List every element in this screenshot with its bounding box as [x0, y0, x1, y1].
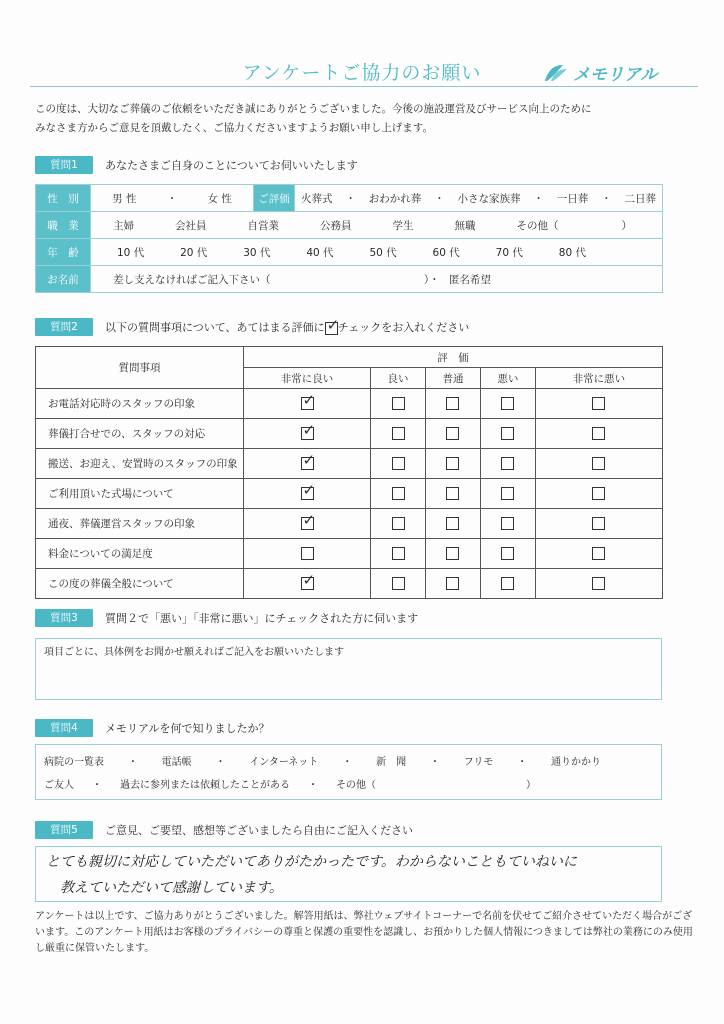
evaluation-table: [35, 346, 663, 599]
q1-label: 質問1: [35, 156, 93, 174]
profile-row-age: [36, 239, 663, 266]
rating-checkbox[interactable]: [301, 547, 314, 560]
name-head: お名前: [36, 266, 91, 293]
rating-checkbox[interactable]: [592, 397, 605, 410]
evaluation-item-label: 葬儀打合せでの、スタッフの対応: [36, 419, 244, 449]
handwritten-line-1: とても親切に対応していただいてありがたかったです。わからないこともていねいに: [46, 854, 577, 870]
job-options: [91, 212, 663, 239]
separator-dot: ・: [342, 757, 353, 768]
source-option-other[interactable]: [336, 776, 536, 791]
gender-option[interactable]: 女 性: [207, 192, 232, 205]
plan-option[interactable]: 一日葬: [556, 192, 589, 205]
plan-option[interactable]: 火葬式: [301, 192, 333, 205]
evaluation-row: [36, 479, 663, 509]
rating-header: 普通: [426, 368, 481, 389]
age-options: [91, 239, 663, 266]
rating-cell: [480, 389, 535, 419]
q4-row-2: [36, 768, 661, 791]
rating-header: 非常に悪い: [535, 368, 662, 389]
rating-cell: [371, 509, 426, 539]
job-option[interactable]: 主婦: [113, 219, 134, 232]
rating-header: 非常に良い: [244, 368, 371, 389]
source-option[interactable]: 新 聞: [376, 757, 407, 768]
profile-row-name: [36, 266, 663, 293]
job-option[interactable]: 無職: [454, 219, 476, 232]
other-open: その他（: [336, 780, 376, 791]
checkbox-example-icon: [325, 322, 338, 335]
rating-checkbox[interactable]: [501, 517, 514, 530]
name-close: ）・: [423, 273, 440, 286]
rating-checkbox[interactable]: [301, 487, 314, 500]
rating-checkbox[interactable]: [592, 517, 605, 530]
evaluation-row: [36, 569, 663, 599]
rating-cell: [426, 449, 481, 479]
evaluation-row: [36, 449, 663, 479]
rating-cell: [426, 539, 481, 569]
gender-option[interactable]: 男 性: [112, 192, 137, 205]
q3-header: [35, 609, 418, 627]
separator-dot: ・: [517, 757, 528, 768]
rating-checkbox[interactable]: [446, 487, 459, 500]
profile-table: [35, 184, 663, 293]
job-option[interactable]: 自営業: [247, 219, 279, 232]
q4-label: 質問4: [35, 719, 93, 737]
rating-checkbox[interactable]: [301, 457, 314, 470]
q2-header: [35, 318, 469, 336]
q4-text: メモリアルを何で知りましたか？: [105, 722, 270, 735]
source-option[interactable]: フリモ: [463, 757, 494, 768]
rating-cell: [535, 449, 662, 479]
rating-checkbox[interactable]: [392, 427, 405, 440]
separator-dot: ・: [434, 192, 445, 205]
rating-checkbox[interactable]: [501, 487, 514, 500]
q5-text: ご意見、ご要望、感想等ございましたら自由にご記入ください: [105, 824, 413, 837]
source-option[interactable]: 通りかかり: [551, 757, 601, 768]
title-divider: [30, 86, 698, 87]
rating-cell: [535, 569, 662, 599]
q3-text: 質問２で「悪い」「非常に悪い」にチェックされた方に伺います: [105, 612, 419, 625]
rating-checkbox[interactable]: [392, 577, 405, 590]
rating-cell: [244, 419, 371, 449]
q4-options-box: [35, 744, 662, 800]
other-close: ）: [376, 780, 536, 791]
rating-cell: [244, 449, 371, 479]
closing-text: アンケートは以上です、ご協力ありがとうございました。解答用紙は、弊社ウェブサイトコーナーで名前を伏せてご紹介させていただく場合がございます。このアンケート用紙はお客様のプライバシーの尊重と保護の重要性を認識し、お預かりした個人情報につきましては弊社の業務にのみ使用し厳重に保管いたします。: [35, 911, 693, 954]
rating-cell: [426, 389, 481, 419]
separator-dot: ・: [533, 192, 544, 205]
intro-line-2: みなさま方からご意見を頂戴したく、ご協力くださいますようお願い申し上げます。: [35, 122, 433, 134]
rating-cell: [480, 419, 535, 449]
logo-text: メモリアル: [573, 65, 658, 85]
rating-cell: [480, 449, 535, 479]
age-option[interactable]: 10 代: [117, 246, 145, 259]
rating-cell: [371, 449, 426, 479]
name-prompt: 差し支えなければご記入下さい（: [113, 273, 271, 286]
handwritten-line-2: 教えていただいて感謝しています。: [60, 880, 283, 896]
source-option[interactable]: 過去に参列または依頼したことがある: [120, 780, 290, 791]
rating-checkbox[interactable]: [446, 457, 459, 470]
age-option[interactable]: 80 代: [558, 246, 586, 259]
rating-cell: [426, 419, 481, 449]
separator-dot: ・: [601, 192, 612, 205]
separator-dot: ・: [345, 192, 356, 205]
evaluation-item-label: 料金についての満足度: [36, 539, 244, 569]
job-option[interactable]: 公務員: [320, 219, 352, 232]
rating-cell: [535, 419, 662, 449]
q3-note: 項目ごとに、具体例をお聞かせ願えればご記入をお願いいたします: [44, 647, 344, 658]
rating-checkbox[interactable]: [446, 517, 459, 530]
rating-checkbox[interactable]: [592, 457, 605, 470]
gender-head: 性 別: [36, 185, 91, 212]
q3-answer-box[interactable]: [35, 638, 662, 700]
rating-checkbox[interactable]: [392, 457, 405, 470]
logo-leaf-icon: [543, 63, 569, 83]
rating-cell: [244, 539, 371, 569]
rating-checkbox[interactable]: [392, 487, 405, 500]
rating-checkbox[interactable]: [301, 517, 314, 530]
page-title: アンケートご協力のお願い: [242, 62, 482, 84]
rating-cell: [244, 509, 371, 539]
source-option[interactable]: 電話帳: [161, 757, 192, 768]
intro-line-1: この度は、大切なご葬儀のご依頼をいただき誠にありがとうございました。今後の施設運営及びサービス向上のために: [35, 103, 592, 115]
brand-logo: [543, 60, 657, 85]
evaluation-item-label: ご利用頂いた式場について: [36, 479, 244, 509]
source-option[interactable]: 病院の一覧表: [44, 757, 104, 768]
rating-checkbox[interactable]: [446, 547, 459, 560]
q1-header: [35, 156, 358, 174]
evaluation-item-label: お電話対応時のスタッフの印象: [36, 389, 244, 419]
q2-text: [105, 319, 469, 335]
rating-checkbox[interactable]: [301, 577, 314, 590]
rating-checkbox[interactable]: [446, 397, 459, 410]
q5-header: [35, 821, 413, 839]
q2-label: 質問2: [35, 318, 93, 336]
separator-dot: ・: [92, 780, 102, 791]
rating-header: 良い: [371, 368, 426, 389]
rating-checkbox[interactable]: [446, 427, 459, 440]
intro-text: [35, 100, 695, 138]
rating-checkbox[interactable]: [392, 547, 405, 560]
evaluation-item-label: この度の葬儀全般について: [36, 569, 244, 599]
evaluation-row: [36, 539, 663, 569]
rating-cell: [480, 569, 535, 599]
rating-cell: [535, 479, 662, 509]
rating-cell: [244, 479, 371, 509]
plan-option[interactable]: おわかれ葬: [368, 192, 422, 205]
rating-cell: [480, 509, 535, 539]
evaluation-row: [36, 389, 663, 419]
rating-cell: [371, 539, 426, 569]
evaluation-item-label: 通夜、葬儀運営スタッフの印象: [36, 509, 244, 539]
evaluation-options: [295, 185, 663, 212]
rating-checkbox[interactable]: [592, 427, 605, 440]
rating-checkbox[interactable]: [392, 397, 405, 410]
source-option[interactable]: インターネット: [249, 757, 319, 768]
job-option[interactable]: 会社員: [175, 219, 207, 232]
separator-dot: ・: [166, 192, 178, 205]
q2-text-part2: チェックをお入れください: [337, 321, 470, 334]
age-option[interactable]: 40 代: [306, 246, 334, 259]
rating-checkbox[interactable]: [501, 457, 514, 470]
q3-label: 質問3: [35, 609, 93, 627]
age-head: 年 齢: [36, 239, 91, 266]
rating-cell: [244, 389, 371, 419]
profile-row-gender: [36, 185, 663, 212]
rating-cell: [371, 419, 426, 449]
rating-checkbox[interactable]: [592, 547, 605, 560]
rating-cell: [535, 539, 662, 569]
rating-checkbox[interactable]: [501, 427, 514, 440]
q4-header: [35, 719, 270, 737]
separator-dot: ・: [127, 757, 138, 768]
rating-cell: [426, 479, 481, 509]
col-item-header: 質問事項: [36, 347, 244, 389]
q2-text-part1: 以下の質問事項について、あてはまる評価に: [105, 321, 325, 334]
age-option[interactable]: 30 代: [243, 246, 271, 259]
job-option[interactable]: 学生: [392, 219, 414, 232]
rating-cell: [480, 479, 535, 509]
q4-row-1: [36, 745, 661, 768]
separator-dot: ・: [308, 780, 318, 791]
age-option[interactable]: 50 代: [369, 246, 397, 259]
evaluation-row: [36, 509, 663, 539]
job-other-open: その他（: [516, 219, 559, 232]
evaluation-row: [36, 419, 663, 449]
plan-option[interactable]: 小さな家族葬: [457, 192, 521, 205]
rating-cell: [426, 569, 481, 599]
anonymous-option[interactable]: 匿名希望: [448, 273, 491, 286]
plan-option[interactable]: 二日葬: [624, 192, 656, 205]
separator-dot: ・: [429, 757, 440, 768]
rating-cell: [244, 569, 371, 599]
name-field[interactable]: [91, 266, 663, 293]
gender-options: [91, 185, 254, 212]
age-option[interactable]: 70 代: [495, 246, 523, 259]
rating-checkbox[interactable]: [501, 547, 514, 560]
col-eval-header: 評 価: [244, 347, 663, 368]
q5-label: 質問5: [35, 821, 93, 839]
rating-checkbox[interactable]: [501, 397, 514, 410]
evaluation-item-label: 搬送、お迎え、安置時のスタッフの印象: [36, 449, 244, 479]
rating-header: 悪い: [480, 368, 535, 389]
q1-text: あなたさまご自身のことについてお伺いいたします: [105, 159, 358, 172]
rating-checkbox[interactable]: [501, 577, 514, 590]
rating-checkbox[interactable]: [301, 397, 314, 410]
age-option[interactable]: 60 代: [432, 246, 460, 259]
rating-cell: [535, 389, 662, 419]
rating-cell: [371, 389, 426, 419]
source-option[interactable]: ご友人: [44, 780, 74, 791]
profile-row-job: [36, 212, 663, 239]
rating-cell: [480, 539, 535, 569]
rating-cell: [535, 509, 662, 539]
job-head: 職 業: [36, 212, 91, 239]
q5-answer-box[interactable]: [35, 846, 662, 902]
rating-checkbox[interactable]: [301, 427, 314, 440]
rating-cell: [426, 509, 481, 539]
job-other-close: ）: [558, 219, 632, 232]
rating-checkbox[interactable]: [592, 487, 605, 500]
rating-cell: [371, 479, 426, 509]
rating-checkbox[interactable]: [392, 517, 405, 530]
rating-cell: [371, 569, 426, 599]
job-option-other[interactable]: [517, 218, 633, 233]
rating-checkbox[interactable]: [446, 577, 459, 590]
evaluation-head: ご評価: [254, 185, 295, 212]
separator-dot: ・: [215, 757, 226, 768]
age-option[interactable]: 20 代: [180, 246, 208, 259]
rating-checkbox[interactable]: [592, 577, 605, 590]
